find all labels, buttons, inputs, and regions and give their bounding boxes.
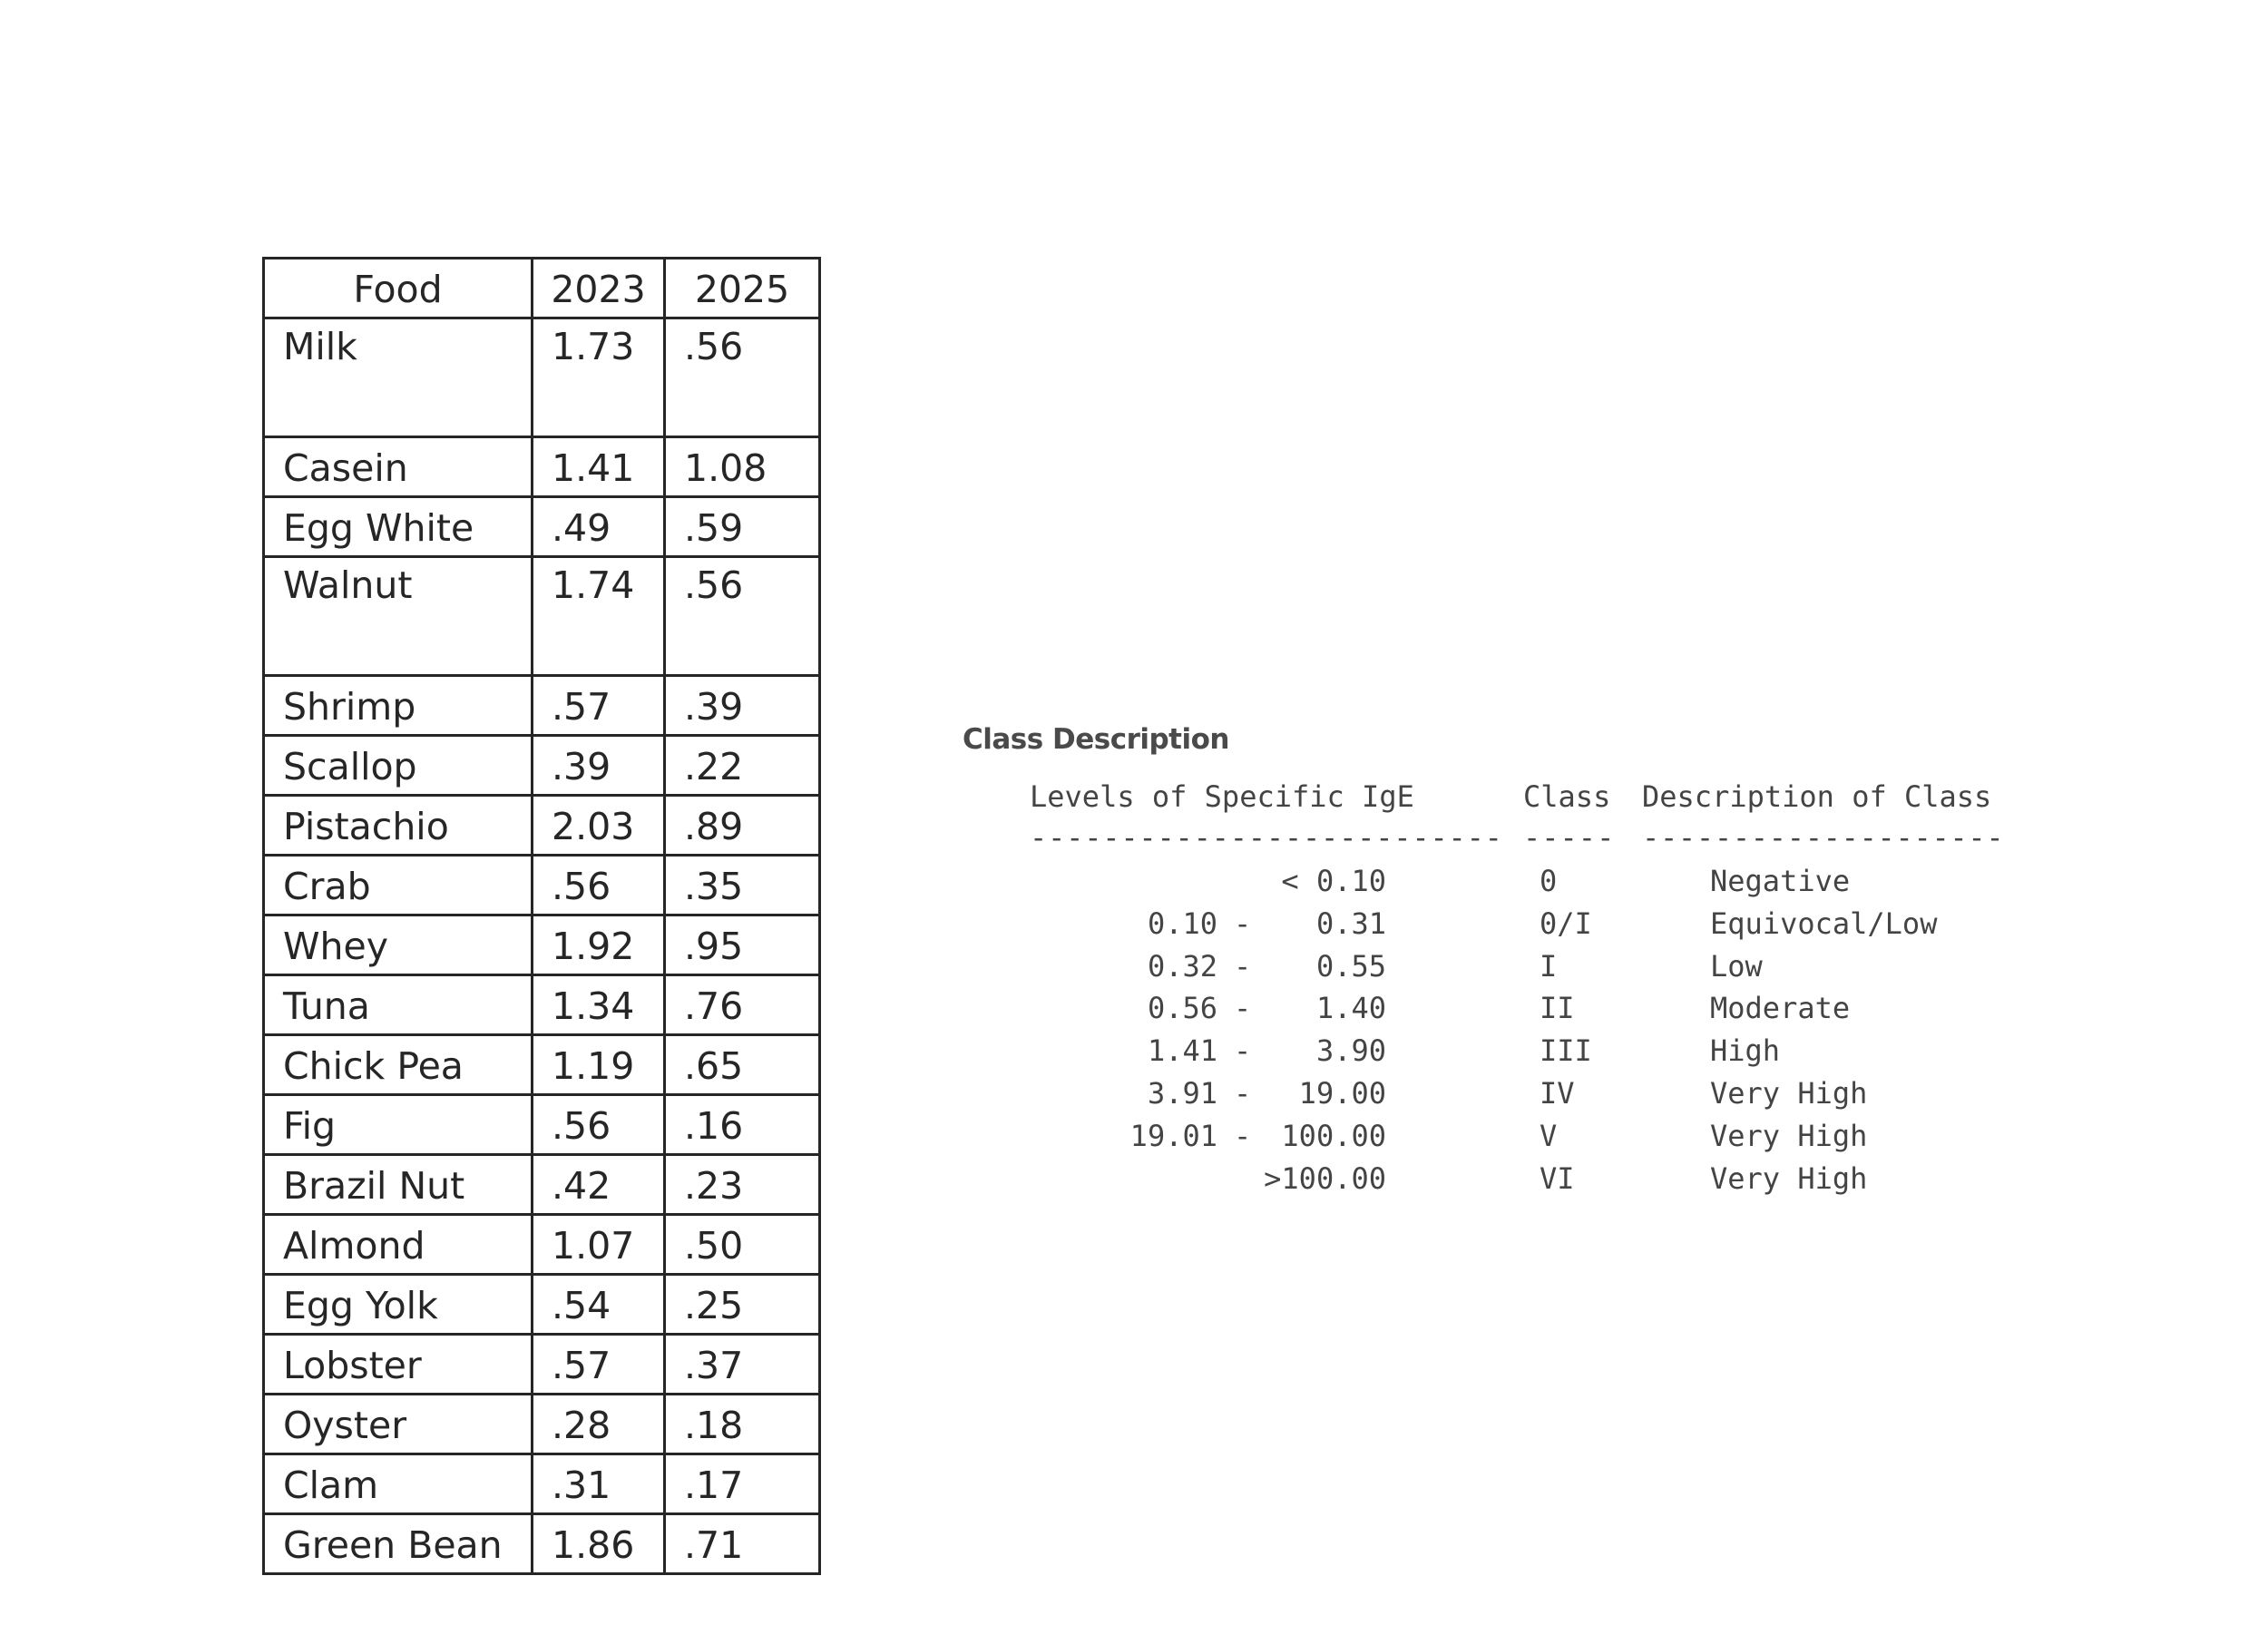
table-row (264, 1454, 820, 1514)
food-cell: Tuna (264, 975, 533, 1035)
food-cell: Walnut (264, 557, 533, 676)
table-row (264, 1395, 820, 1454)
class-divider: ----- (1523, 820, 1616, 855)
food-cell: Oyster (264, 1395, 533, 1454)
class-value: 0/I (1540, 906, 1592, 941)
value-2023-cell: 1.34 (533, 975, 665, 1035)
value-2025-cell: .23 (665, 1155, 820, 1215)
food-cell: Egg White (264, 497, 533, 557)
range-low: 0.10 (1147, 906, 1217, 941)
value-2025-cell: .71 (665, 1514, 820, 1574)
value-2025-cell: .59 (665, 497, 820, 557)
food-cell: Brazil Nut (264, 1155, 533, 1215)
value-2025-cell: .39 (665, 676, 820, 736)
value-2023-cell: 1.92 (533, 915, 665, 975)
class-description: Very High (1710, 1161, 1868, 1196)
food-cell: Milk (264, 318, 533, 437)
description-divider: -------------------- (1642, 820, 2005, 855)
value-2025-cell: 1.08 (665, 437, 820, 497)
range-separator: - (1234, 1076, 1252, 1111)
header-2023: 2023 (533, 259, 665, 318)
levels-header: Levels of Specific IgE (1030, 779, 1414, 814)
class-value: IV (1540, 1076, 1575, 1111)
value-2025-cell: .25 (665, 1275, 820, 1335)
value-2025-cell: .89 (665, 796, 820, 856)
table-row (264, 318, 820, 437)
value-2023-cell: .31 (533, 1454, 665, 1514)
value-2025-cell: .50 (665, 1215, 820, 1275)
table-row (264, 1155, 820, 1215)
range-separator: - (1234, 1119, 1252, 1153)
class-description: Negative (1710, 864, 1851, 898)
table-row (264, 736, 820, 796)
class-value: I (1540, 949, 1558, 984)
value-2023-cell: 1.73 (533, 318, 665, 437)
value-2023-cell: .56 (533, 856, 665, 915)
value-2023-cell: .42 (533, 1155, 665, 1215)
food-table-body (264, 318, 820, 1574)
food-cell: Scallop (264, 736, 533, 796)
food-cell: Casein (264, 437, 533, 497)
value-2023-cell: .56 (533, 1095, 665, 1155)
table-row (264, 497, 820, 557)
food-cell: Egg Yolk (264, 1275, 533, 1335)
table-row (264, 437, 820, 497)
value-2025-cell: .65 (665, 1035, 820, 1095)
description-header: Description of Class (1642, 779, 1992, 814)
range-separator: - (1234, 1033, 1252, 1068)
table-row (264, 1275, 820, 1335)
food-cell: Lobster (264, 1335, 533, 1395)
food-cell: Pistachio (264, 796, 533, 856)
table-row (264, 915, 820, 975)
table-row (264, 1095, 820, 1155)
class-description: Very High (1710, 1076, 1868, 1111)
food-cell: Clam (264, 1454, 533, 1514)
value-2023-cell: 1.07 (533, 1215, 665, 1275)
value-2023-cell: 1.41 (533, 437, 665, 497)
food-cell: Crab (264, 856, 533, 915)
value-2023-cell: .28 (533, 1395, 665, 1454)
table-row (264, 1215, 820, 1275)
value-2025-cell: .37 (665, 1335, 820, 1395)
value-2023-cell: 1.86 (533, 1514, 665, 1574)
range-low: 0.56 (1147, 991, 1217, 1025)
class-description-title: Class Description (963, 723, 1229, 756)
levels-divider: -------------------------- (1030, 820, 1503, 855)
range-low: 3.91 (1147, 1076, 1217, 1111)
value-2025-cell: .95 (665, 915, 820, 975)
class-description: Very High (1710, 1119, 1868, 1153)
range-separator: - (1234, 991, 1252, 1025)
table-row (264, 796, 820, 856)
value-2023-cell: .54 (533, 1275, 665, 1335)
food-cell: Fig (264, 1095, 533, 1155)
range-separator: - (1234, 949, 1252, 984)
class-description: High (1710, 1033, 1781, 1068)
food-cell: Whey (264, 915, 533, 975)
value-2023-cell: .57 (533, 676, 665, 736)
class-value: III (1540, 1033, 1592, 1068)
header-2025: 2025 (665, 259, 820, 318)
header-food: Food (264, 259, 533, 318)
value-2023-cell: 1.19 (533, 1035, 665, 1095)
table-row (264, 856, 820, 915)
table-row (264, 1035, 820, 1095)
food-cell: Chick Pea (264, 1035, 533, 1095)
value-2025-cell: .76 (665, 975, 820, 1035)
range-low: 0.32 (1147, 949, 1217, 984)
range-high: 0.31 (1315, 906, 1386, 941)
table-row (264, 975, 820, 1035)
table-header-row (264, 259, 820, 318)
table-row (264, 557, 820, 676)
class-description: Low (1710, 949, 1763, 984)
range-high: < 0.10 (1281, 864, 1386, 898)
value-2025-cell: .17 (665, 1454, 820, 1514)
range-high: 1.40 (1315, 991, 1386, 1025)
class-description: Moderate (1710, 991, 1851, 1025)
class-header: Class (1523, 779, 1611, 814)
class-value: V (1540, 1119, 1558, 1153)
range-separator: - (1234, 906, 1252, 941)
range-low: 1.41 (1147, 1033, 1217, 1068)
table-row (264, 1514, 820, 1574)
table-row (264, 676, 820, 736)
food-ige-table (262, 257, 821, 1575)
value-2025-cell: .16 (665, 1095, 820, 1155)
value-2023-cell: .39 (533, 736, 665, 796)
range-high: >100.00 (1264, 1161, 1386, 1196)
class-description: Equivocal/Low (1710, 906, 1938, 941)
range-high: 19.00 (1298, 1076, 1386, 1111)
value-2025-cell: .18 (665, 1395, 820, 1454)
class-value: II (1540, 991, 1575, 1025)
class-value: VI (1540, 1161, 1575, 1196)
food-cell: Almond (264, 1215, 533, 1275)
range-high: 0.55 (1315, 949, 1386, 984)
food-cell: Green Bean (264, 1514, 533, 1574)
range-high: 100.00 (1281, 1119, 1386, 1153)
food-cell: Shrimp (264, 676, 533, 736)
value-2025-cell: .22 (665, 736, 820, 796)
class-value: 0 (1540, 864, 1558, 898)
range-low: 19.01 (1129, 1119, 1217, 1153)
value-2025-cell: .56 (665, 557, 820, 676)
value-2023-cell: .49 (533, 497, 665, 557)
value-2025-cell: .35 (665, 856, 820, 915)
value-2023-cell: 2.03 (533, 796, 665, 856)
value-2025-cell: .56 (665, 318, 820, 437)
table-row (264, 1335, 820, 1395)
value-2023-cell: 1.74 (533, 557, 665, 676)
value-2023-cell: .57 (533, 1335, 665, 1395)
range-high: 3.90 (1315, 1033, 1386, 1068)
